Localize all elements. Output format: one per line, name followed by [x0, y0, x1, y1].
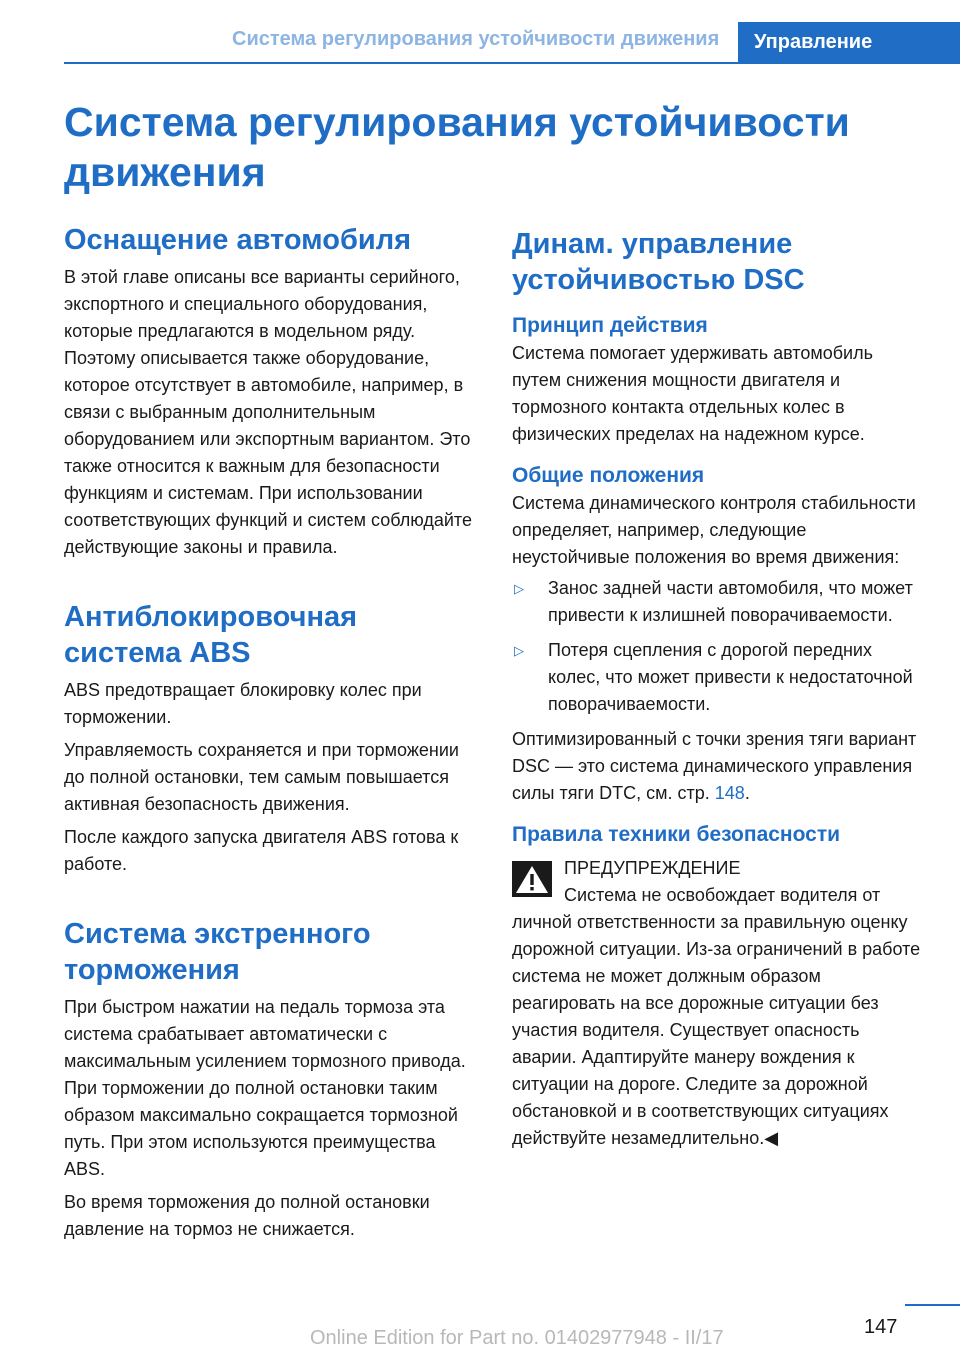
principle-paragraph: Система помогает удерживать автомобиль путем снижения мощности двигателя и тормозного контакта отдельных колес в физических пределах на надежном курсе. [512, 343, 873, 444]
unstable-conditions-list [512, 575, 926, 718]
subheading-safety: Правила техники безопасности [512, 823, 841, 846]
warning-label: ПРЕДУПРЕЖДЕНИЕ [564, 858, 741, 878]
warning-block [512, 855, 926, 1152]
header-section-title: Система регулирования устойчивости движения [232, 28, 720, 50]
subheading-general: Общие положения [512, 464, 705, 487]
subheading-principle: Принцип действия [512, 314, 708, 337]
header-chapter-label: Управление [754, 31, 873, 53]
list-item-text: Потеря сцепления с дорогой передних колес, что может привести к недостаточной поворачиваемости. [548, 640, 913, 714]
right-column [512, 226, 926, 1152]
section-heading-emergency-braking: Система экстренного торможения [64, 918, 371, 986]
list-item [512, 575, 926, 629]
page-title: Система регулирования устойчивости движения [64, 99, 850, 195]
list-item-text: Занос задней части автомобиля, что может привести к излишней поворачиваемости. [548, 578, 913, 625]
dtc-text-end: . [744, 783, 750, 803]
header-chapter-tab[interactable] [738, 22, 960, 63]
section-heading-equipment: Оснащение автомобиля [64, 224, 412, 256]
section-heading-abs: Антиблокировочная система ABS [64, 601, 358, 669]
list-item [512, 637, 926, 718]
emergency-braking-paragraph-1: При быстром нажатии на педаль тормоза эта система срабатывает автоматически с максимальным усилением тормозного привода. При торможении до полной остановки таким образом максимально сокращается тормозной путь. При этом используются преимущества ABS. [64, 997, 466, 1179]
equipment-paragraph: В этой главе описаны все варианты серийного, экспортного и специального оборудования, которые предлагаются в модельном ряду. Поэтому описывается также оборудование, которое отсутствует в автомобиле, например, в связи с выбранным дополнительным оборудованием или экспортным вариантом. Это также относится к важным для безопасности функциям и системам. При использовании соответствующих функций и систем соблюдайте действующие законы и правила. [64, 267, 472, 557]
abs-paragraph-2: Управляемость сохраняется и при торможении до полной остановки, тем самым повышается активная безопасность движения. [64, 740, 459, 814]
page-link-148[interactable]: 148 [714, 783, 745, 803]
bullet-triangle-icon: ▷ [514, 643, 524, 658]
general-paragraph-1: Система динамического контроля стабильности определяет, например, следующие неустойчивые положения во время движения: [512, 493, 916, 567]
warning-text: Система не освобождает водителя от личной ответственности за правильную оценку дорожной ситуации. Из-за ограничений в работе система не может должным образом реагировать на все дорожные ситуации без участия водителя. Существует опасность аварии. Адаптируйте манеру вождения к ситуации на дороге. Следите за дорожной обстановкой и в соответствующих ситуациях действуйте незамедлительно.◀ [512, 885, 921, 1148]
left-column [64, 222, 478, 1243]
section-heading-dsc: Динам. управление устойчивостью DSC [512, 228, 805, 296]
dtc-text: Оптимизированный с точки зрения тяги вариант DSC — это система динамического управления силы тяги DTC, см. стр. [512, 729, 917, 803]
abs-paragraph-3: После каждого запуска двигателя ABS готова к работе. [64, 827, 459, 874]
general-paragraph-2 [512, 726, 926, 807]
warning-triangle-icon [512, 861, 552, 897]
page-number: 147 [864, 1316, 898, 1338]
abs-paragraph-1: ABS предотвращает блокировку колес при торможении. [64, 680, 422, 727]
footer-edition: Online Edition for Part no. 01402977948 - II/17 [310, 1327, 724, 1349]
bullet-triangle-icon: ▷ [514, 581, 524, 596]
emergency-braking-paragraph-2: Во время торможения до полной остановки давление на тормоз не снижается. [64, 1192, 430, 1239]
header-rule [64, 62, 960, 64]
footer-rule [905, 1304, 960, 1306]
